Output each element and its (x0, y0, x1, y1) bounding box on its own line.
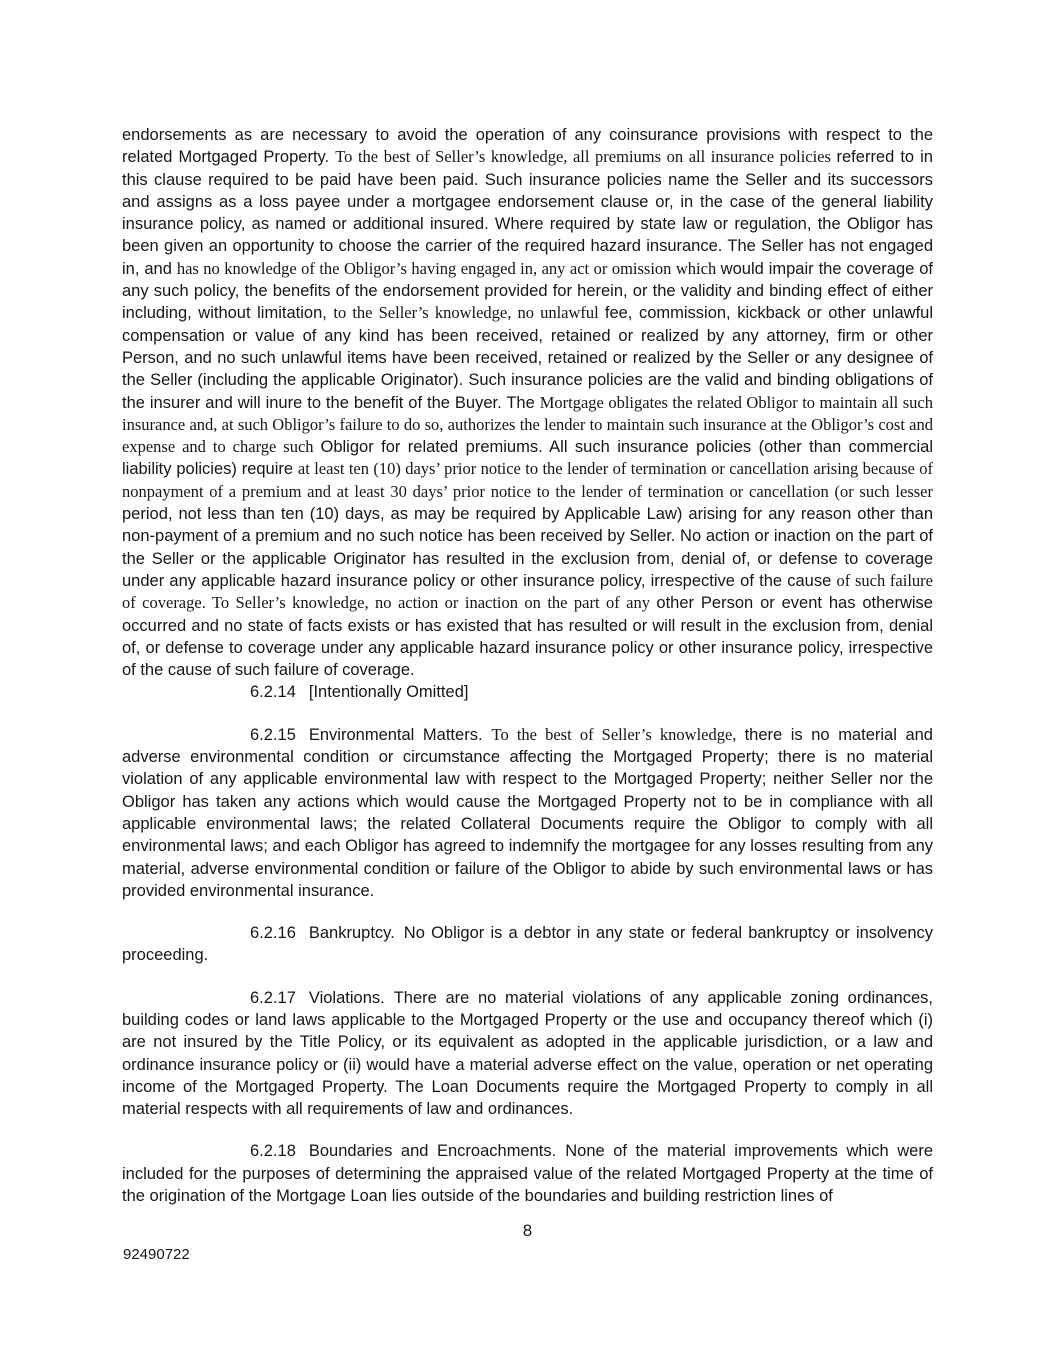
section-number: 6.2.16 (250, 924, 296, 943)
text-run: has no knowledge of the Obligor’s having engaged in, any act or omission which (176, 258, 721, 278)
text-run: referred to in this clause required to be paid have been paid. Such insurance policies name the Seller and its successors and assigns as a loss payee under a mortgagee endorsement clause or, in the case of the general liability insurance policy, as named or additional insured. Where required by state law or regulation, the Obligor has been given an opportunity to choose the carrier of the required hazard insurance. The Seller has not engaged in, and (122, 148, 933, 278)
text-run: period, not less than ten (10) days, as may be required by Applicable Law) arising for any reason other than non-payment of a premium and no such notice has been received by Seller. No action or inaction on the part of the Seller or the applicable Originator has resulted in the exclusion from, denial of, or defense to coverage under any applicable hazard insurance policy or other insurance policy, irrespective of the cause (122, 505, 933, 590)
section-6-2-14 (122, 681, 933, 703)
text-run: there is no material and adverse environmental condition or circumstance affecting the Mortgaged Property; there is no material violation of any applicable environmental law with respect to the Mortgaged Property; neither Seller nor the Obligor has taken any actions which would cause the Mortgaged Property not to be in compliance with all applicable environmental laws; the related Collateral Documents require the Obligor to comply with all environmental laws; and each Obligor has agreed to indemnify the mortgagee for any losses resulting from any material, adverse environmental condition or failure of the Obligor to abide by such environmental laws or has provided environmental insurance. (122, 725, 933, 900)
section-heading: Boundaries and Encroachments. (308, 1142, 557, 1161)
section-6-2-18 (122, 1140, 933, 1207)
text-run: fee, commission, kickback or other unlawful compensation or value of any kind has been received, retained or realized by any attorney, firm or other Person, and no such unlawful items have been received, retained or realized by the Seller or any designee of the Seller (including the applicable Originator). Such insurance policies are the valid and binding obligations of the insurer and will inure to the benefit of the Buyer. The (122, 304, 934, 412)
document-id-footer: 92490722 (123, 1246, 190, 1263)
section-heading: [Intentionally Omitted] (308, 683, 469, 702)
document-text-block (122, 124, 933, 1207)
text-run: other Person or event has otherwise occurred and no state of facts exists or has existed that has resulted or will result in the exclusion from, denial of, or defense to coverage under any applicable hazard insurance policy or other insurance policy, irrespective of the cause of such failure of coverage. (122, 594, 933, 680)
section-number: 6.2.15 (250, 725, 296, 744)
text-run: No Obligor is a debtor in any state or federal bankruptcy or insolvency proceeding. (122, 924, 933, 965)
text-run: There are no material violations of any applicable zoning ordinances, building codes or land laws applicable to the Mortgaged Property or the use and occupancy thereof which (i) are not insured by the Title Policy, or its equivalent as adopted in the applicable jurisdiction, or a law and ordinance insurance policy or (ii) would have a material adverse effect on the value, operation or net operating income of the Mortgaged Property. The Loan Documents require the Mortgaged Property to comply in all material respects with all requirements of law and ordinances. (122, 988, 933, 1119)
section-number: 6.2.18 (250, 1142, 296, 1161)
section-heading: Environmental Matters. (308, 725, 483, 744)
text-run: To the best of Seller’s knowledge, all premiums on all insurance policies (335, 147, 837, 167)
text-run: to the Seller’s knowledge, no unlawful (333, 303, 605, 323)
text-run: Mortgage obligates the related Obligor to maintain all such insurance and, at such Obligor’s failure to do so, authorizes the lender to maintain such insurance at the Obligor’s cost and expense and to charge such (122, 392, 933, 457)
text-run: would impair the coverage of any such policy, the benefits of the endorsement provided for herein, or the validity and binding effect of either including, without limitation, (122, 259, 933, 323)
page-number: 8 (522, 1221, 533, 1240)
section-number: 6.2.17 (250, 988, 296, 1007)
section-6-2-17 (122, 987, 933, 1121)
continuation-paragraph (122, 124, 933, 681)
section-heading: Violations. (308, 988, 385, 1007)
text-run: of such failure of coverage. To Seller’s knowledge, no action or inaction on the part of any (122, 570, 933, 613)
text-run: None of the material improvements which were included for the purposes of determining the appraised value of the related Mortgaged Property at the time of the origination of the Mortgage Loan lies outside of the boundaries and building restriction lines of (122, 1142, 933, 1206)
section-number: 6.2.14 (250, 683, 296, 702)
text-run: endorsements as are necessary to avoid the operation of any coinsurance provisions with respect to the related Mortgaged Property. (122, 126, 933, 167)
text-run: To the best of Seller’s knowledge, (491, 724, 745, 744)
section-6-2-15 (122, 724, 933, 902)
section-6-2-16 (122, 922, 933, 967)
text-run: Obligor for related premiums. All such insurance policies (other than commercial liability policies) require (122, 438, 933, 479)
section-heading: Bankruptcy. (308, 924, 395, 943)
text-run: at least ten (10) days’ prior notice to the lender of termination or cancellation arising because of nonpayment of a premium and at least 30 days’ prior notice to the lender of termination or cancellation (or such lesser (122, 459, 933, 501)
